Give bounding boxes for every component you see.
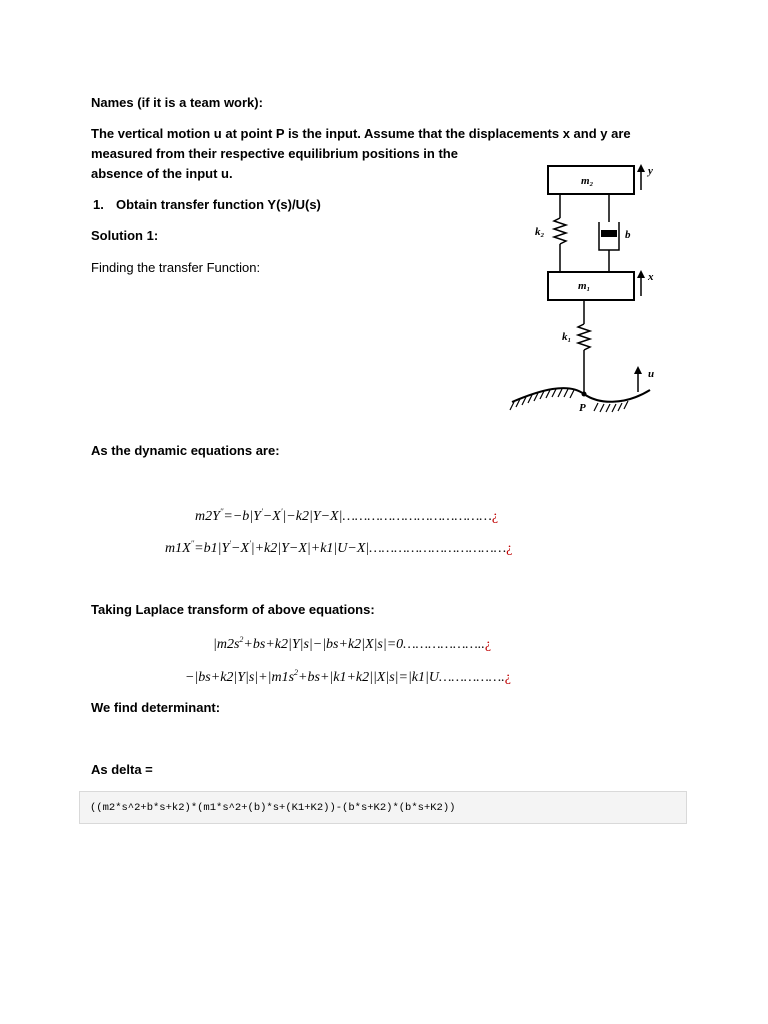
question-text: Obtain transfer function Y(s)/U(s) <box>116 197 321 212</box>
problem-line-2: measured from their respective equilibrium positions in the <box>91 146 458 161</box>
mass-spring-damper-diagram <box>500 158 670 416</box>
mass-m2-label: m₂ <box>581 175 594 187</box>
names-label: Names (if it is a team work): <box>91 95 263 110</box>
delta-label: As delta = <box>91 762 153 777</box>
disp-y-label: y <box>648 165 653 177</box>
input-u-label: u <box>648 368 655 380</box>
dynamic-equation-2: m1X′′=b1|Y′−X′|+k2|Y−X|+k1|U−X|……………………………¿ <box>165 539 513 556</box>
problem-line-1: The vertical motion u at point P is the input. Assume that the displacements x and y are <box>91 126 631 141</box>
laplace-label: Taking Laplace transform of above equations: <box>91 602 375 617</box>
laplace-equation-1: $|m2s^2+bs+k2|Y|s|-|bs+k2|X|s|=0\dots\dots\dots\dots\dots\dots..¿$ <box>213 635 492 652</box>
spring-k1 <box>578 324 590 350</box>
damper-b-label: b <box>625 229 631 241</box>
delta-code-block: ((m2*s^2+b*s+k2)*(m1*s^2+(b)*s+(K1+K2))-(b*s+K2)*(b*s+K2)) <box>79 791 687 824</box>
mass-m1-label: m₁ <box>578 280 591 292</box>
solution-label: Solution 1: <box>91 228 159 243</box>
dynamic-equation-1: m2Y′′=−b|Y′−X′|−k2|Y−X|………………………………¿ <box>195 507 499 524</box>
question-number: 1. <box>93 197 104 212</box>
determinant-label: We find determinant: <box>91 700 221 715</box>
spring-k1-label: k₁ <box>562 331 572 343</box>
spring-k2 <box>554 218 566 244</box>
ground-surface <box>512 388 650 402</box>
finding-text: Finding the transfer Function: <box>91 260 261 275</box>
mass-m1-block <box>548 272 634 300</box>
disp-x-label: x <box>648 271 654 283</box>
dynamic-equations-label: As the dynamic equations are: <box>91 443 280 458</box>
spring-k2-label: k₂ <box>535 226 545 238</box>
laplace-equation-2: $-|bs+k2|Y|s|+|m1s^2+bs+|k1+k2||X|s|=|k1|U\dots\dots\dots\dots\dots.¿$ <box>185 668 511 685</box>
point-p-label: P <box>579 402 586 414</box>
problem-line-3: absence of the input u. <box>91 166 233 181</box>
